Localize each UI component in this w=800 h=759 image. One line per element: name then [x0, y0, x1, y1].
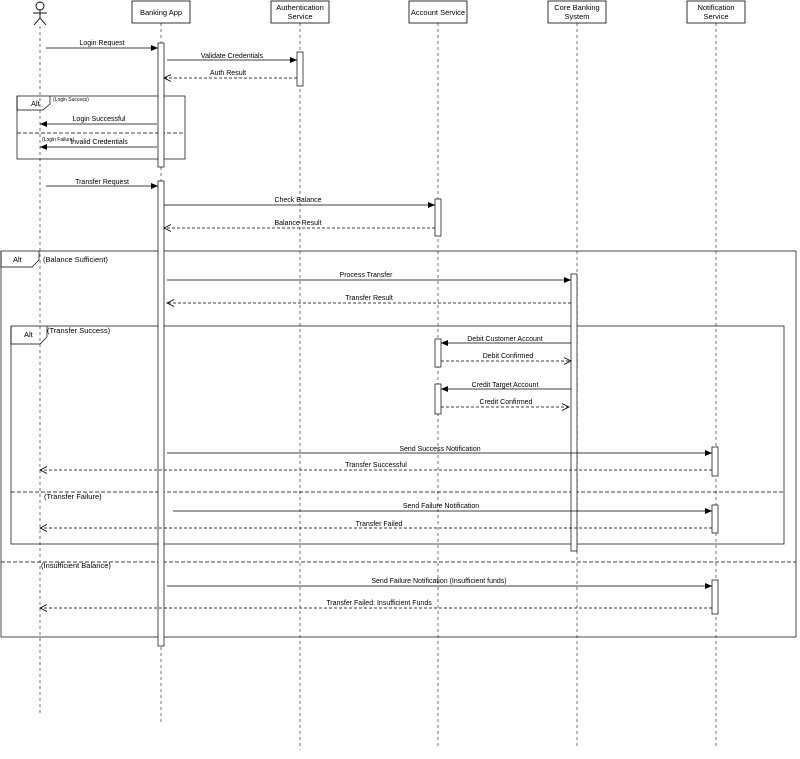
- fragment-login-keyword: Alt: [31, 99, 40, 108]
- fragment-transfer-guard1: (Transfer Success): [47, 326, 111, 335]
- fragment-balance-guard2: (Insufficient Balance): [41, 561, 111, 570]
- label-login-successful: Login Successful: [72, 116, 126, 123]
- label-balance-result: Balance Result: [274, 220, 322, 227]
- label-send-failure: Send Failure Notification: [402, 503, 480, 510]
- label-transfer-result: Transfer Result: [345, 295, 393, 302]
- fragment-login-guard1: (Login Success): [53, 97, 89, 103]
- fragment-balance-guard1: (Balance Sufficient): [43, 255, 108, 264]
- activation-notif-success: [712, 447, 718, 476]
- label-credit-confirmed: Credit Confirmed: [479, 399, 533, 406]
- participant-core-banking[interactable]: [548, 1, 606, 23]
- label-process-transfer: Process Transfer: [339, 272, 393, 279]
- label-credit-target: Credit Target Account: [471, 382, 539, 389]
- label-debit-customer: Debit Customer Account: [467, 336, 543, 343]
- participant-notification[interactable]: [687, 1, 745, 23]
- label-login-request: Login Request: [79, 40, 125, 47]
- lifelines: [40, 23, 716, 750]
- label-transfer-failed-insufficient: Transfer Failed: Insufficient Funds: [326, 600, 432, 607]
- activation-core: [571, 274, 577, 551]
- activation-account-balance: [435, 199, 441, 236]
- fragment-transfer-guard2: (Transfer Failure): [44, 492, 102, 501]
- fragment-transfer-keyword: Alt: [24, 330, 33, 339]
- label-check-balance: Check Balance: [274, 197, 322, 204]
- label-transfer-failed: Transfer Failed: [355, 521, 403, 528]
- fragment-balance-keyword: Alt: [13, 255, 22, 264]
- participant-notif-label-line2: Service: [703, 12, 729, 21]
- participant-notif-label-line1: Notification: [697, 3, 735, 12]
- label-transfer-successful: Transfer Successful: [345, 462, 407, 469]
- activation-account-credit: [435, 384, 441, 414]
- label-auth-result: Auth Result: [209, 70, 247, 77]
- activation-notif-insufficient: [712, 580, 718, 614]
- participant-account-service[interactable]: [409, 1, 467, 23]
- label-send-success: Send Success Notification: [399, 446, 481, 453]
- participant-banking-app[interactable]: [132, 1, 190, 23]
- participant-auth-service[interactable]: [271, 1, 329, 23]
- participant-auth-label-line1: Authentication: [276, 3, 324, 12]
- participant-core-label-line2: System: [564, 12, 590, 21]
- participant-core-label-line1: Core Banking: [554, 3, 600, 12]
- label-invalid-credentials: Invalid Credentials: [70, 139, 128, 146]
- label-debit-confirmed: Debit Confirmed: [482, 353, 534, 360]
- label-transfer-request: Transfer Request: [75, 179, 129, 186]
- label-validate-credentials: Validate Credentials: [200, 53, 264, 60]
- participant-banking-app-label: Banking App: [139, 8, 183, 17]
- activation-app-transfer: [158, 181, 164, 646]
- fragment-login-guard2: (Login Failure): [42, 137, 75, 143]
- actor-user[interactable]: [33, 2, 47, 25]
- participant-auth-label-line2: Service: [287, 12, 313, 21]
- activation-app-login: [158, 43, 164, 167]
- activation-notif-failure: [712, 505, 718, 533]
- activation-auth: [297, 52, 303, 86]
- activation-account-debit: [435, 339, 441, 367]
- participant-account-label: Account Service: [410, 8, 466, 17]
- label-send-failure-insufficient: Send Failure Notification (Insufficient funds): [371, 578, 507, 585]
